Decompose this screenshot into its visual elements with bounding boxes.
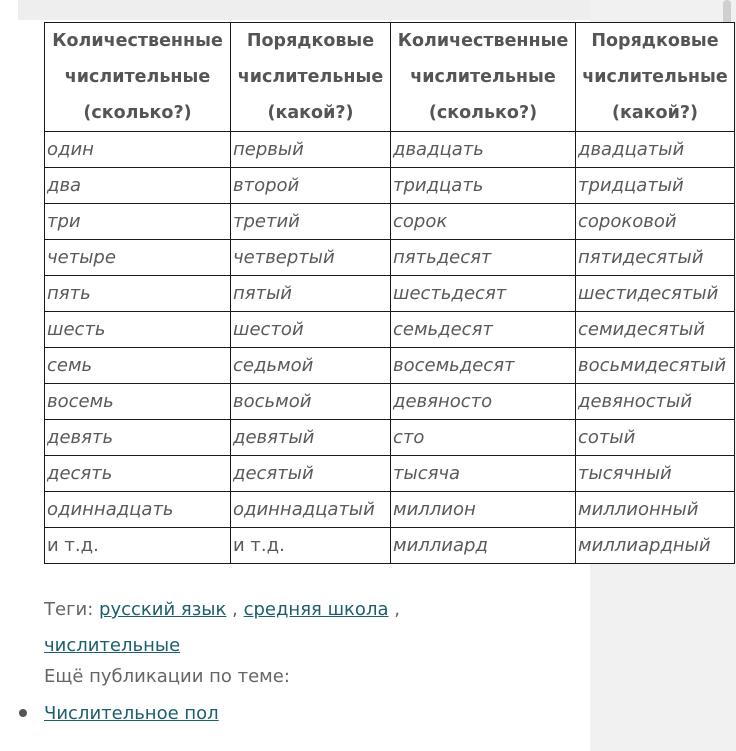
table-cell: сотый	[576, 420, 735, 456]
table-cell: девять	[45, 420, 231, 456]
table-row	[45, 348, 735, 384]
header-cardinal-2	[391, 23, 576, 132]
table-row	[45, 240, 735, 276]
tag-link-russian[interactable]: русский язык	[99, 599, 227, 620]
table-cell: миллиардный	[576, 528, 735, 564]
table-cell: шестьдесят	[391, 276, 576, 312]
table-row	[45, 132, 735, 168]
header-line: числительные	[582, 67, 728, 87]
table-cell: тысячный	[576, 456, 735, 492]
tags-label: Теги:	[44, 599, 94, 620]
table-cell: пятидесятый	[576, 240, 735, 276]
header-line: (сколько?)	[83, 103, 192, 123]
table-cell: миллионный	[576, 492, 735, 528]
header-ordinal-1	[231, 23, 391, 132]
table-cell: восемьдесят	[391, 348, 576, 384]
table-cell: первый	[231, 132, 391, 168]
tags-section	[44, 592, 464, 664]
related-list-item	[44, 697, 219, 731]
table-cell: одиннадцать	[45, 492, 231, 528]
table-row	[45, 492, 735, 528]
table-cell: четвертый	[231, 240, 391, 276]
table-header-row	[45, 23, 735, 132]
header-line: Порядковые	[591, 31, 719, 51]
table-cell: двадцатый	[576, 132, 735, 168]
table-cell: пять	[45, 276, 231, 312]
table-row	[45, 384, 735, 420]
header-line: (какой?)	[612, 103, 698, 123]
table-cell: один	[45, 132, 231, 168]
table-cell: и т.д.	[231, 528, 391, 564]
table-cell: шесть	[45, 312, 231, 348]
table-cell: два	[45, 168, 231, 204]
table-row	[45, 528, 735, 564]
header-line: числительные	[64, 67, 211, 87]
table-row	[45, 312, 735, 348]
tag-separator: ,	[232, 599, 238, 620]
table-cell: сорок	[391, 204, 576, 240]
table-cell: сто	[391, 420, 576, 456]
table-cell: седьмой	[231, 348, 391, 384]
tag-link-numerals[interactable]: числительные	[44, 635, 181, 656]
bullet-icon	[19, 709, 27, 717]
tag-separator: ,	[394, 599, 400, 620]
table-cell: три	[45, 204, 231, 240]
table-cell: тридцатый	[576, 168, 735, 204]
table-cell: второй	[231, 168, 391, 204]
table-cell: девяностый	[576, 384, 735, 420]
header-line: числительные	[410, 67, 556, 87]
table-cell: девяносто	[391, 384, 576, 420]
header-line: числительные	[237, 67, 384, 87]
table-cell: восьмой	[231, 384, 391, 420]
table-row	[45, 204, 735, 240]
header-line: Количественные	[52, 31, 223, 51]
header-line: (сколько?)	[428, 103, 538, 123]
table-cell: миллиард	[391, 528, 576, 564]
table-cell: тысяча	[391, 456, 576, 492]
table-cell: десять	[45, 456, 231, 492]
numerals-table	[44, 22, 735, 564]
table-cell: и т.д.	[45, 528, 231, 564]
header-line: Порядковые	[246, 31, 375, 51]
table-cell: восьмидесятый	[576, 348, 735, 384]
table-cell: шестой	[231, 312, 391, 348]
table-cell: семьдесят	[391, 312, 576, 348]
table-cell: десятый	[231, 456, 391, 492]
table-row	[45, 456, 735, 492]
table-cell: семидесятый	[576, 312, 735, 348]
table-cell: шестидесятый	[576, 276, 735, 312]
table-cell: двадцать	[391, 132, 576, 168]
header-line: (какой?)	[267, 103, 354, 123]
tag-link-school[interactable]: средняя школа	[243, 599, 389, 620]
table-cell: сороковой	[576, 204, 735, 240]
table-cell: пятьдесят	[391, 240, 576, 276]
table-cell: тридцать	[391, 168, 576, 204]
table-cell: девятый	[231, 420, 391, 456]
header-line: Количественные	[397, 31, 569, 51]
table-cell: одиннадцатый	[231, 492, 391, 528]
table-row	[45, 168, 735, 204]
table-row	[45, 420, 735, 456]
table-cell: семь	[45, 348, 231, 384]
more-publications-label: Ещё публикации по теме:	[44, 666, 290, 687]
related-link[interactable]: Числительное пол	[44, 703, 219, 724]
header-ordinal-2	[576, 23, 735, 132]
table-cell: миллион	[391, 492, 576, 528]
table-cell: третий	[231, 204, 391, 240]
table-cell: пятый	[231, 276, 391, 312]
header-cardinal-1	[45, 23, 231, 132]
table-row	[45, 276, 735, 312]
table-cell: четыре	[45, 240, 231, 276]
table-cell: восемь	[45, 384, 231, 420]
